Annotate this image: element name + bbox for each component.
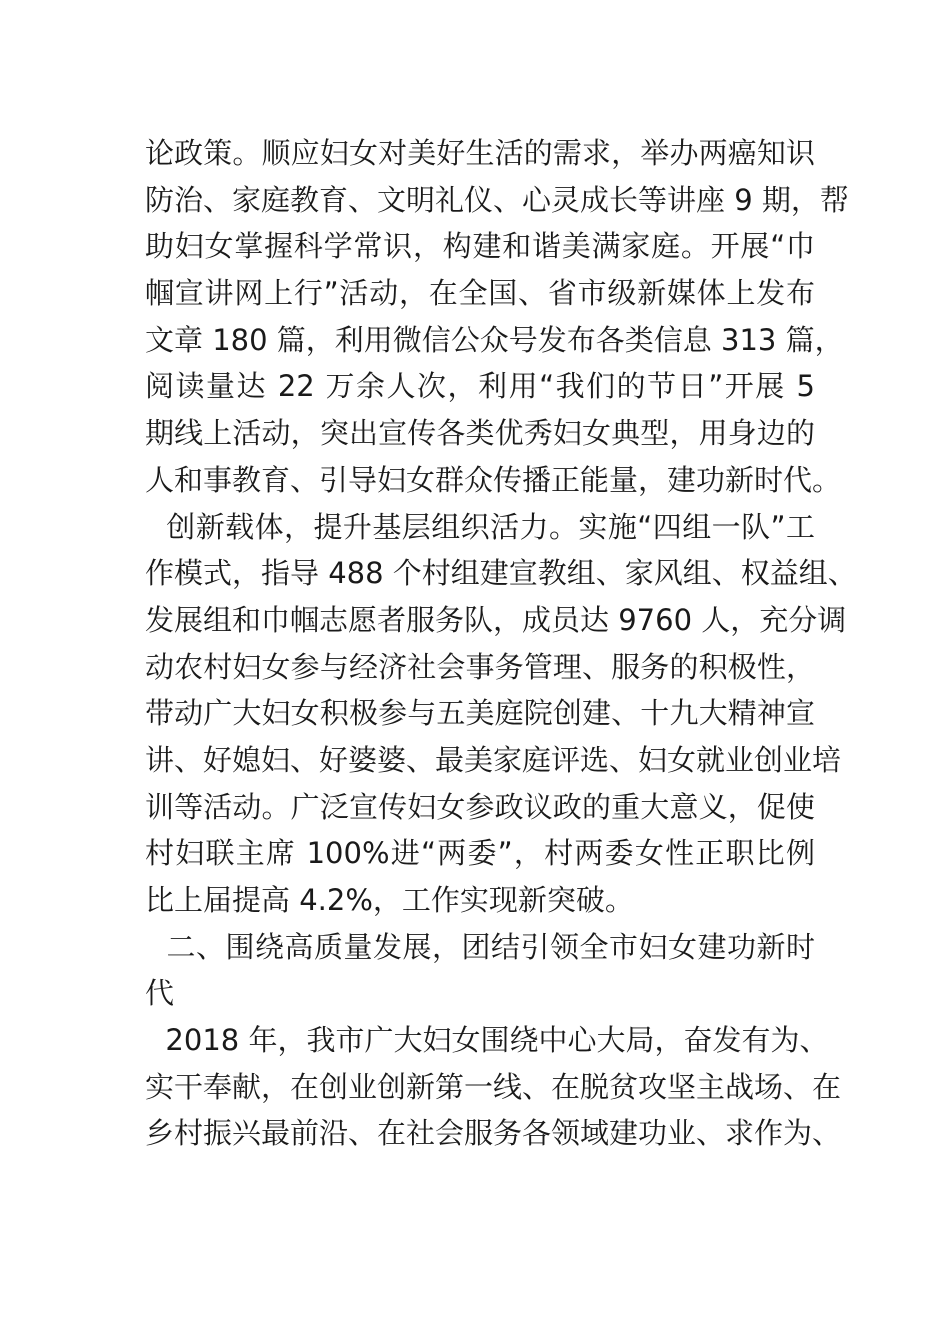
text-line: 防治、家庭教育、文明礼仪、心灵成长等讲座 9 期，帮 (145, 182, 849, 217)
text-line: 代 (145, 976, 175, 1011)
text-line: 阅读量达 22 万余人次，利用“我们的节日”开展 5 (145, 369, 815, 404)
paragraph-2018-achievements (145, 1017, 842, 1157)
text-line: 期线上活动，突出宣传各类优秀妇女典型，用身边的 (145, 416, 815, 451)
text-line: 动农村妇女参与经济社会事务管理、服务的积极性， (145, 649, 815, 684)
text-line: 二、围绕高质量发展，团结引领全市妇女建功新时 (147, 929, 816, 964)
text-line: 实干奉献，在创业创新第一线、在脱贫攻坚主战场、在 (145, 1069, 842, 1104)
text-line: 讲、好媳妇、好婆婆、最美家庭评选、妇女就业创业培 (145, 742, 842, 777)
text-line: 村妇联主席 100%进“两委”，村两委女性正职比例 (145, 836, 815, 871)
text-line: 创新载体，提升基层组织活力。实施“四组一队”工 (147, 509, 815, 544)
paragraph-grassroots-organization (145, 504, 857, 924)
text-line: 论政策。顺应妇女对美好生活的需求，举办两癌知识 (145, 136, 815, 170)
text-line: 文章 180 篇，利用微信公众号发布各类信息 313 篇， (145, 322, 844, 357)
text-line: 比上届提高 4.2%，工作实现新突破。 (145, 883, 634, 917)
text-line: 帼宣讲网上行”活动，在全国、省市级新媒体上发布 (145, 276, 815, 311)
text-line: 训等活动。广泛宣传妇女参政议政的重大意义，促使 (145, 789, 815, 824)
text-line: 带动广大妇女积极参与五美庭院创建、十九大精神宣 (145, 696, 815, 731)
text-line: 助妇女掌握科学常识，构建和谐美满家庭。开展“巾 (145, 229, 815, 264)
text-line: 2018 年，我市广大妇女围绕中心大局，奋发有为、 (147, 1023, 829, 1058)
text-line: 人和事教育、引导妇女群众传播正能量，建功新时代。 (145, 462, 842, 497)
document-body (145, 130, 857, 1157)
paragraph-policy-outreach (145, 130, 849, 504)
text-line: 发展组和巾帼志愿者服务队，成员达 9760 人，充分调 (145, 602, 847, 637)
section-heading-two (145, 924, 815, 1017)
text-line: 作模式，指导 488 个村组建宣教组、家风组、权益组、 (145, 556, 857, 591)
text-line: 乡村振兴最前沿、在社会服务各领域建功业、求作为、 (145, 1116, 842, 1151)
